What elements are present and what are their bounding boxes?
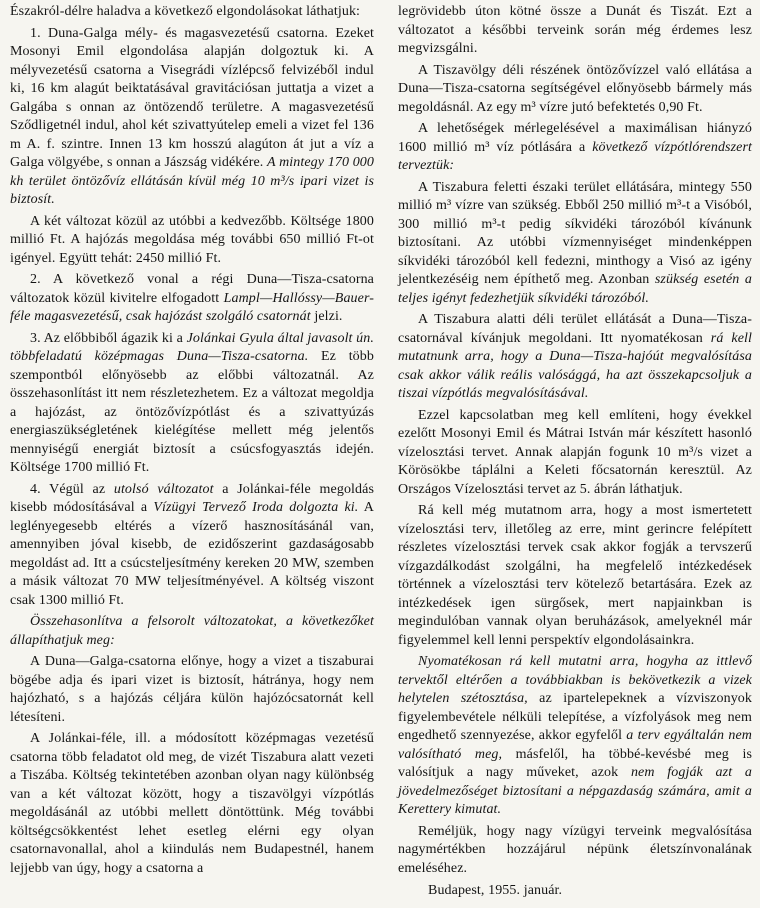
paragraph-option-3 [10,330,374,478]
paragraph-south-area [398,311,752,404]
italic-run: utolsó változatot [113,481,214,497]
text-run: legrövidebb úton kötné össze a Dunát és Tiszát. Ezt a változatot a későbbi terveink során még érdemes lesz megvizsgálni. [398,4,752,56]
text-run: Ezzel kapcsolatban meg kell említeni, hogy évekkel ezelőtt Mosonyi Emil és Mátrai István már készített hasonló vízelosztási tervet. Annak alapján fogunk 10 m³/s vizet a Körösökbe táplálni a Keleti főcsatornán keresztül. Az Országos Vízelosztási tervet az 5. ábrán láthatjuk. [398,407,752,497]
italic-run: Vízügyi Tervező Iroda dolgozta ki. [153,500,359,515]
text-run: 2. A következő vonal a régi Duna—Tisza-csatorna változatok közül kivitelre elfogadott [10,272,374,306]
italic-run: Jolánkai Gyula által javasolt ún. többfeladatú középmagas Duna—Tisza-csatorna. [10,330,374,364]
italic-run: Összehasonlítva a felsorolt változatokat, a következőket állapíthatjuk meg: [10,614,374,648]
italic-run: szükség esetén a teljes igényt fedezhetjük síkvidéki tározóból. [398,272,752,306]
place-date [398,882,752,901]
paragraph-duna-galga [10,653,374,727]
italic-run: rá kell mutatnunk arra, hogy a Duna—Tisza-hajóút megvalósítása csak akkor válik reális valósággá, ha azt összekapcsoljuk a tiszai vízpótlás megvalósításával. [398,330,753,401]
text-run: A Duna—Galga-csatorna előnye, hogy a vizet a tiszaburai bögébe adja és ipari vizet is biztosít, hátránya, hogy nem hajózható, s a hajózás céljára külön hajózócsatornát kell létesíteni. [10,654,374,725]
paragraph-option-2 [10,271,374,327]
right-column [398,3,752,904]
paragraph-closing [398,823,752,879]
text-run: A Tiszabura alatti déli terület ellátását a Duna—Tisza-csatornával kívánjuk megoldani. Itt nyomatékosan [398,312,752,346]
paragraph-option-4 [10,481,374,611]
paragraph-north-area [398,179,752,309]
paragraph-jolankai [10,730,374,878]
italic-run: A mintegy 170 000 kh terület öntözővíz ellátásán kívül még 10 m³/s ipari vizet is biztosít. [10,155,374,207]
text-run: A Jolánkai-féle, ill. a módosított középmagas vezetésű csatorna több feladatot old meg, de vizét Tiszabura alatt vezeti a Tiszába. Költség tekintetében azonban olyan nagy különbség van a két változat között, hogy a tiszavölgyi vízpótlás megoldásánál az utóbbi mellett döntöttünk. Még további költségcsökkentést lehet esetleg elérni egy olyan csatornavonallal, ahol a kiindulás nem Budapestnél, hanem lejjebb van úgy, hogy a csatorna a [10,731,374,876]
paragraph-cost [10,213,374,269]
italic-run: Lampl—Hallóssy—Bauer-féle magasvezetésű, csak hajózást szolgáló csatornát [10,290,374,324]
text-run: Ez több szempontból előnyösebb az előbbi változatnál. Az összehasonlítást itt nem részletezhetem. Ez a változat megoldja a hajózást, az öntözővízpótlást és a szivattyúzás energiaszükségletének kielégítése mellett még jelentős mennyiségű energiát biztosít a csúcsfogyasztás idején. Költsége 1700 millió Ft. [10,349,374,475]
text-run: A két változat közül az utóbbi a kedvezőbb. Költsége 1800 millió Ft. A hajózás megoldása még további 650 millió Ft-ot igényel. Együtt tehát: 2450 millió Ft. [10,213,374,266]
text-run: A Tiszavölgy déli részének öntözővízzel való ellátása a Duna—Tisza-csatorna segítségével előnyösebb bármely más megoldásnál. Az egy m³ vízre jutó befektetés 0,90 Ft. [398,62,752,115]
paragraph-option-1 [10,25,374,210]
paragraph-comparison-heading [10,613,374,650]
text-run: Reméljük, hogy nagy vízügyi terveink megvalósítása nagymértékben hozzájárul népünk életszínvonalának emeléséhez. [398,823,752,876]
paragraph-measures [398,502,752,650]
text-run: A Tiszabura feletti északi terület ellátására, mintegy 550 millió m³ vízre van szükség. Ebből 250 millió m³-t a Visóból, 300 millió m³-t pedig síkvidéki tározóból kívánunk biztosítani. Az utóbbi vízmennyiséget mindenképpen síkvidéki tározóból kell fedezni, minthogy a Visó az igény jelentkezéséig nem építhető meg. Azonban [398,179,752,287]
text-run: A lehetőségek mérlegelésével a maximálisan hiányzó 1600 millió m³ víz pótlására a [398,121,752,155]
text-run: 3. Az előbbiből ágazik ki a [30,330,187,346]
paragraph-possibilities [398,120,752,176]
paragraph-tiszavolgy [398,62,752,118]
italic-run: következő vízpótlórendszert terveztük: [398,139,752,173]
paragraph-history [398,407,752,500]
text-run: az ipartelepeknek a vízviszonyok figyelembevétele nélküli telepítése, a vízfolyások meg nem engedhető szennyezése, akkor egyfelől [398,691,752,743]
text-run: a Jolánkai-féle megoldás kisebb módosításával a [10,481,374,515]
text-run: A leglényegesebb eltérés a vízerő hasznosításánál van, amennyiben jóval kisebb, de ezidőszerint gazdaságosabb megoldást ad. Itt a csúcsteljesítmény kereken 20 MW, szemben a másik változat 70 MW teljesítményével. A költség viszont csak 1300 millió Ft. [10,500,374,608]
paragraph-continuation [398,3,752,59]
text-run: Budapest, 1955. január. [428,883,563,898]
text-run: Északról-délre haladva a következő elgondolásokat láthatjuk: [10,4,361,19]
text-run: 1. Duna-Galga mély- és magasvezetésű csatorna. Ezeket Mosonyi Emil elgondolása alapján dolgoztuk ki. A mélyvezetésű csatorna a Visegrádi vízlépcső felvizéből indul ki, 16 km alagút beiktatásával gravitációsan juttatja a vizet a Galgába s onnan az öntözendő területre. A magasvezetésű Sződligetnél indul, ahol két szivattyútelep emeli a vizet fel 136 m A. f. szintre. Innen 13 km hosszú alagúton át jut a víz a Galga völgyébe, s onnan a Jászság vidékére. [10,25,374,170]
text-run: 4. Végül az [30,481,114,497]
italic-run: a terv egyáltalán nem valósítható meg, [398,728,752,762]
text-run: másfelől, ha többé-kevésbé meg is valósítjuk a nagy műveket, azok [398,746,752,780]
text-run: Rá kell még mutatnom arra, hogy a most ismertetett vízelosztási terv, illetőleg az erre, mint gerincre felépített részletes vízelosztási tervek csak akkor fogják a tervszerű vízgazdálkodást szolgálni, ha megfelelő intézkedések történnek a vízelosztási terv kötelező betartására. Ezek az intézkedések igen sürgősek, mert napjainkban is megindulóban vannak olyan beruházások, amelyeknél már figyelemmel kell lenni perspektív elgondolásainkra. [398,503,752,648]
italic-run: Nyomatékosan rá kell mutatni arra, hogyha az ittlevő tervektől eltérően a továbbiakban is bekövetkezik a vizek helytelen szétosztása, [398,654,752,706]
italic-run: nem fogják azt a jövedelmezőséget biztosítani a népgazdaság számára, amit a Kerettery kimutat. [398,765,752,817]
paragraph-emphasis [398,653,752,820]
left-column [10,3,374,881]
text-run: jelzi. [310,309,343,324]
intro-paragraph [10,3,374,22]
